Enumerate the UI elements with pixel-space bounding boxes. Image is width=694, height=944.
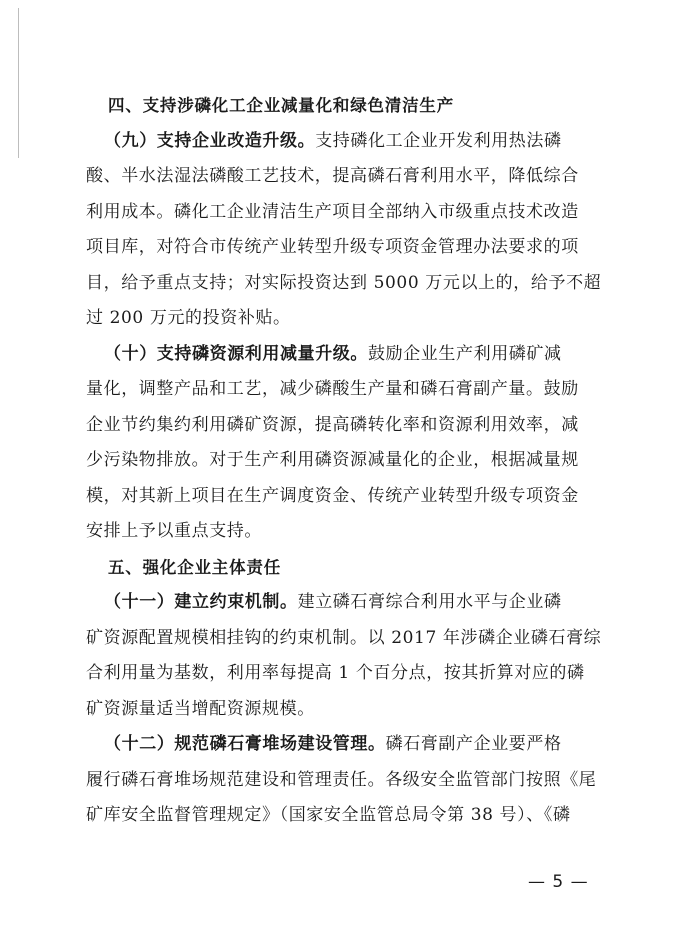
paragraph-line	[86, 585, 626, 621]
scan-margin-line	[18, 8, 19, 158]
paragraph-lead: （十）支持磷资源利用减量升级。	[104, 343, 368, 364]
paragraph-line: 矿资源配置规模相挂钩的约束机制。以 2017 年涉磷企业磷石膏综	[86, 627, 602, 648]
paragraph-lead: （十一）建立约束机制。	[104, 592, 298, 612]
paragraph-line: 少污染物排放。对于生产利用磷资源减量化的企业，根据减量规	[86, 450, 579, 470]
paragraph-eleven	[86, 585, 626, 727]
section-heading-four: 四、支持涉磷化工企业减量化和绿色清洁生产	[108, 96, 454, 115]
paragraph-line: 目，给予重点支持；对实际投资达到 5000 万元以上的，给予不超	[86, 272, 602, 293]
paragraph-line: 履行磷石膏堆场规范建设和管理责任。各级安全监管部门按照《尾	[86, 769, 597, 790]
paragraph-line: 矿资源量适当增配资源规模。	[86, 698, 315, 719]
paragraph-line: 安排上予以重点支持。	[86, 521, 262, 541]
paragraph-lead: （九）支持企业改造升级。	[104, 130, 316, 151]
paragraph-line: 矿库安全监督管理规定》（国家安全监管总局令第 38 号）、《磷	[86, 805, 571, 825]
paragraph-line	[86, 727, 626, 763]
paragraph-text: 支持磷化工企业开发利用热法磷	[315, 130, 562, 151]
paragraph-nine	[86, 124, 626, 337]
paragraph-text: 鼓励企业生产利用磷矿减	[368, 343, 562, 364]
paragraph-ten	[86, 337, 626, 550]
paragraph-line	[86, 124, 626, 160]
paragraph-twelve	[86, 727, 626, 834]
paragraph-text: 建立磷石膏综合利用水平与企业磷	[297, 592, 562, 612]
paragraph-text: 磷石膏副产企业要严格	[385, 734, 562, 754]
page-number: — 5 —	[528, 872, 589, 892]
paragraph-line: 过 200 万元的投资补贴。	[86, 308, 291, 328]
paragraph-line	[86, 337, 626, 373]
paragraph-line: 项目库，对符合市传统产业转型升级专项资金管理办法要求的项	[86, 237, 579, 257]
document-body	[86, 88, 626, 834]
paragraph-line: 量化，调整产品和工艺，减少磷酸生产量和磷石膏副产量。鼓励	[86, 379, 579, 399]
paragraph-line: 合利用量为基数，利用率每提高 1 个百分点，按其折算对应的磷	[86, 663, 585, 683]
paragraph-lead: （十二）规范磷石膏堆场建设管理。	[104, 734, 386, 754]
paragraph-line: 模，对其新上项目在生产调度资金、传统产业转型升级专项资金	[86, 485, 579, 506]
section-heading-five: 五、强化企业主体责任	[108, 557, 281, 577]
paragraph-line: 酸、半水法湿法磷酸工艺技术，提高磷石膏利用水平，降低综合	[86, 166, 579, 186]
paragraph-line: 利用成本。磷化工企业清洁生产项目全部纳入市级重点技术改造	[86, 201, 579, 222]
paragraph-line: 企业节约集约利用磷矿资源，提高磷转化率和资源利用效率，减	[86, 414, 579, 435]
